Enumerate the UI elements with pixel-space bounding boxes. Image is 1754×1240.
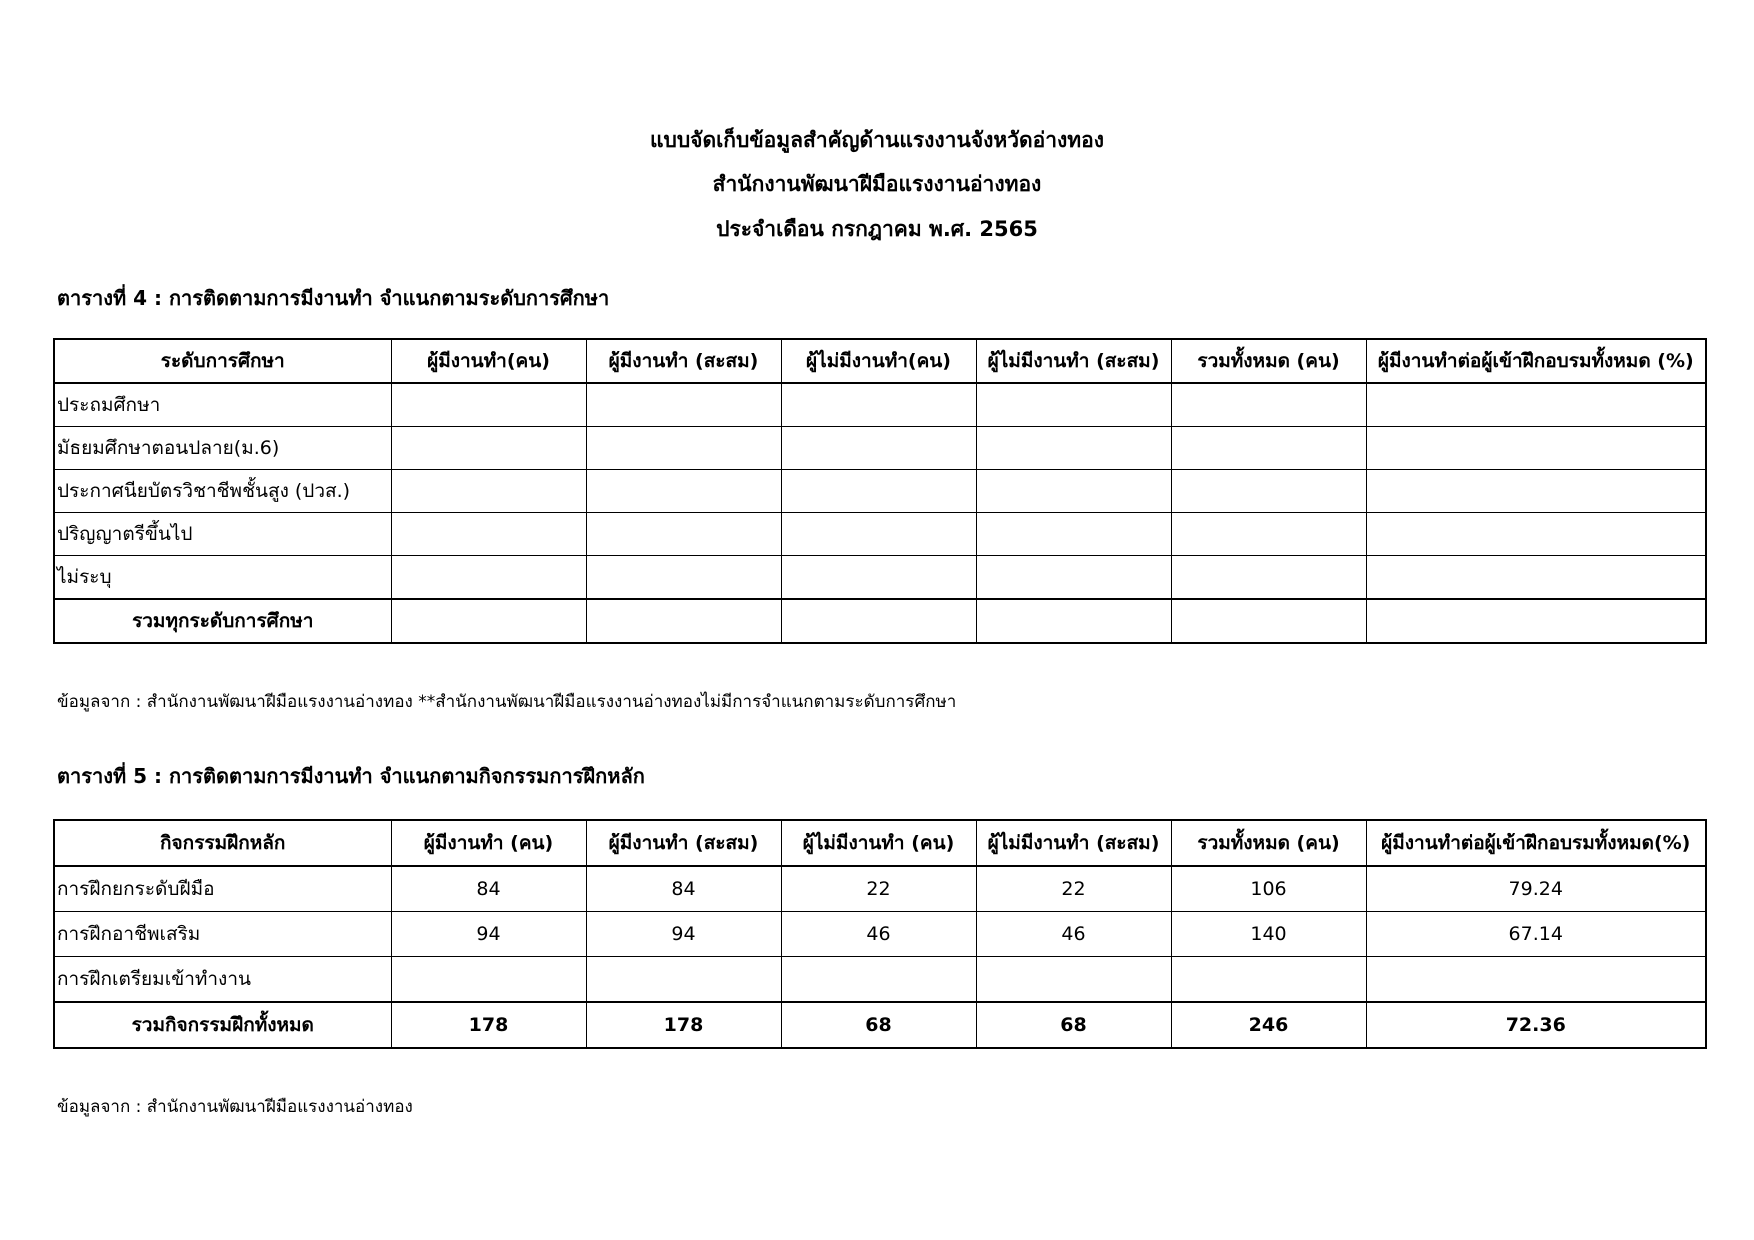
cell-total [1171, 513, 1366, 556]
cell-total: 246 [1171, 1002, 1366, 1048]
cell-employed [391, 556, 586, 600]
column-header-employment-rate: ผู้มีงานทำต่อผู้เข้าฝึกอบรมทั้งหมด(%) [1366, 820, 1706, 866]
cell-unemployed [781, 957, 976, 1003]
cell-unemployed [781, 427, 976, 470]
cell-unemployed [781, 513, 976, 556]
row-label: การฝึกอาชีพเสริม [54, 912, 391, 957]
column-header-unemployed-cumulative: ผู้ไม่มีงานทำ (สะสม) [976, 820, 1171, 866]
cell-employment-rate [1366, 513, 1706, 556]
cell-unemployed-cumulative [976, 599, 1171, 643]
table-row [54, 912, 1706, 957]
cell-unemployed-cumulative: 68 [976, 1002, 1171, 1048]
cell-unemployed-cumulative [976, 556, 1171, 600]
cell-employment-rate: 72.36 [1366, 1002, 1706, 1048]
column-header-unemployed-cumulative: ผู้ไม่มีงานทำ (สะสม) [976, 339, 1171, 383]
cell-total [1171, 470, 1366, 513]
cell-unemployed [781, 599, 976, 643]
cell-employed [391, 957, 586, 1003]
cell-employed [391, 383, 586, 427]
column-header-total: รวมทั้งหมด (คน) [1171, 820, 1366, 866]
cell-employment-rate [1366, 599, 1706, 643]
column-header-employed: ผู้มีงานทำ (คน) [391, 820, 586, 866]
row-label: ประกาศนียบัตรวิชาชีพชั้นสูง (ปวส.) [54, 470, 391, 513]
table-row [54, 427, 1706, 470]
cell-employed-cumulative: 84 [586, 866, 781, 912]
table4-employment-by-education [53, 338, 1707, 644]
cell-employed: 94 [391, 912, 586, 957]
cell-unemployed [781, 383, 976, 427]
cell-unemployed-cumulative [976, 470, 1171, 513]
table4-caption: ตารางที่ 4 : การติดตามการมีงานทำ จำแนกตามระดับการศึกษา [57, 286, 610, 310]
cell-employed [391, 513, 586, 556]
table-header-row [54, 339, 1706, 383]
cell-employment-rate [1366, 470, 1706, 513]
cell-employed-cumulative [586, 427, 781, 470]
cell-employed-cumulative [586, 513, 781, 556]
row-label: ประถมศึกษา [54, 383, 391, 427]
cell-employed-cumulative [586, 383, 781, 427]
cell-employment-rate: 79.24 [1366, 866, 1706, 912]
cell-total: 106 [1171, 866, 1366, 912]
table-row [54, 957, 1706, 1003]
cell-unemployed: 22 [781, 866, 976, 912]
report-period: ประจำเดือน กรกฎาคม พ.ศ. 2565 [716, 217, 1038, 241]
table-header-row [54, 820, 1706, 866]
report-organization: สำนักงานพัฒนาฝีมือแรงงานอ่างทอง [712, 172, 1042, 196]
cell-unemployed-cumulative [976, 957, 1171, 1003]
table-row [54, 470, 1706, 513]
cell-unemployed-cumulative [976, 513, 1171, 556]
cell-total [1171, 957, 1366, 1003]
cell-employed-cumulative [586, 599, 781, 643]
table-row [54, 556, 1706, 600]
table-row [54, 383, 1706, 427]
report-title: แบบจัดเก็บข้อมูลสำคัญด้านแรงงานจังหวัดอ่างทอง [649, 128, 1105, 152]
column-header-education-level: ระดับการศึกษา [54, 339, 391, 383]
cell-employed [391, 599, 586, 643]
cell-employed: 178 [391, 1002, 586, 1048]
cell-unemployed [781, 556, 976, 600]
cell-employment-rate [1366, 556, 1706, 600]
column-header-employed-cumulative: ผู้มีงานทำ (สะสม) [586, 820, 781, 866]
row-label: มัธยมศึกษาตอนปลาย(ม.6) [54, 427, 391, 470]
cell-unemployed-cumulative: 22 [976, 866, 1171, 912]
column-header-training-activity: กิจกรรมฝึกหลัก [54, 820, 391, 866]
cell-total [1171, 383, 1366, 427]
cell-unemployed-cumulative [976, 427, 1171, 470]
cell-total [1171, 427, 1366, 470]
table-total-row [54, 1002, 1706, 1048]
cell-employed-cumulative [586, 556, 781, 600]
cell-employed-cumulative [586, 470, 781, 513]
cell-unemployed-cumulative [976, 383, 1171, 427]
cell-unemployed: 68 [781, 1002, 976, 1048]
table-row [54, 513, 1706, 556]
column-header-employment-rate: ผู้มีงานทำต่อผู้เข้าฝึกอบรมทั้งหมด (%) [1366, 339, 1706, 383]
cell-employed: 84 [391, 866, 586, 912]
column-header-total: รวมทั้งหมด (คน) [1171, 339, 1366, 383]
table5-source-note: ข้อมูลจาก : สำนักงานพัฒนาฝีมือแรงงานอ่างทอง [57, 1097, 413, 1117]
row-label: ไม่ระบุ [54, 556, 391, 600]
total-row-label: รวมกิจกรรมฝึกทั้งหมด [54, 1002, 391, 1048]
table-row [54, 866, 1706, 912]
cell-employment-rate [1366, 957, 1706, 1003]
cell-unemployed-cumulative: 46 [976, 912, 1171, 957]
column-header-employed: ผู้มีงานทำ(คน) [391, 339, 586, 383]
cell-unemployed: 46 [781, 912, 976, 957]
column-header-unemployed: ผู้ไม่มีงานทำ(คน) [781, 339, 976, 383]
column-header-employed-cumulative: ผู้มีงานทำ (สะสม) [586, 339, 781, 383]
table5-caption: ตารางที่ 5 : การติดตามการมีงานทำ จำแนกตามกิจกรรมการฝึกหลัก [57, 764, 645, 788]
total-row-label: รวมทุกระดับการศึกษา [54, 599, 391, 643]
cell-employed [391, 470, 586, 513]
cell-employed [391, 427, 586, 470]
row-label: ปริญญาตรีขึ้นไป [54, 513, 391, 556]
cell-employed-cumulative: 178 [586, 1002, 781, 1048]
cell-total: 140 [1171, 912, 1366, 957]
column-header-unemployed: ผู้ไม่มีงานทำ (คน) [781, 820, 976, 866]
cell-total [1171, 556, 1366, 600]
cell-employed-cumulative: 94 [586, 912, 781, 957]
cell-employed-cumulative [586, 957, 781, 1003]
table-total-row [54, 599, 1706, 643]
cell-employment-rate: 67.14 [1366, 912, 1706, 957]
row-label: การฝึกยกระดับฝีมือ [54, 866, 391, 912]
cell-total [1171, 599, 1366, 643]
cell-employment-rate [1366, 427, 1706, 470]
table4-source-note: ข้อมูลจาก : สำนักงานพัฒนาฝีมือแรงงานอ่างทอง **สำนักงานพัฒนาฝีมือแรงงานอ่างทองไม่มีการจำแนกตามระดับการศึกษา [57, 692, 957, 712]
row-label: การฝึกเตรียมเข้าทำงาน [54, 957, 391, 1003]
cell-unemployed [781, 470, 976, 513]
cell-employment-rate [1366, 383, 1706, 427]
table5-employment-by-training-activity [53, 819, 1707, 1049]
